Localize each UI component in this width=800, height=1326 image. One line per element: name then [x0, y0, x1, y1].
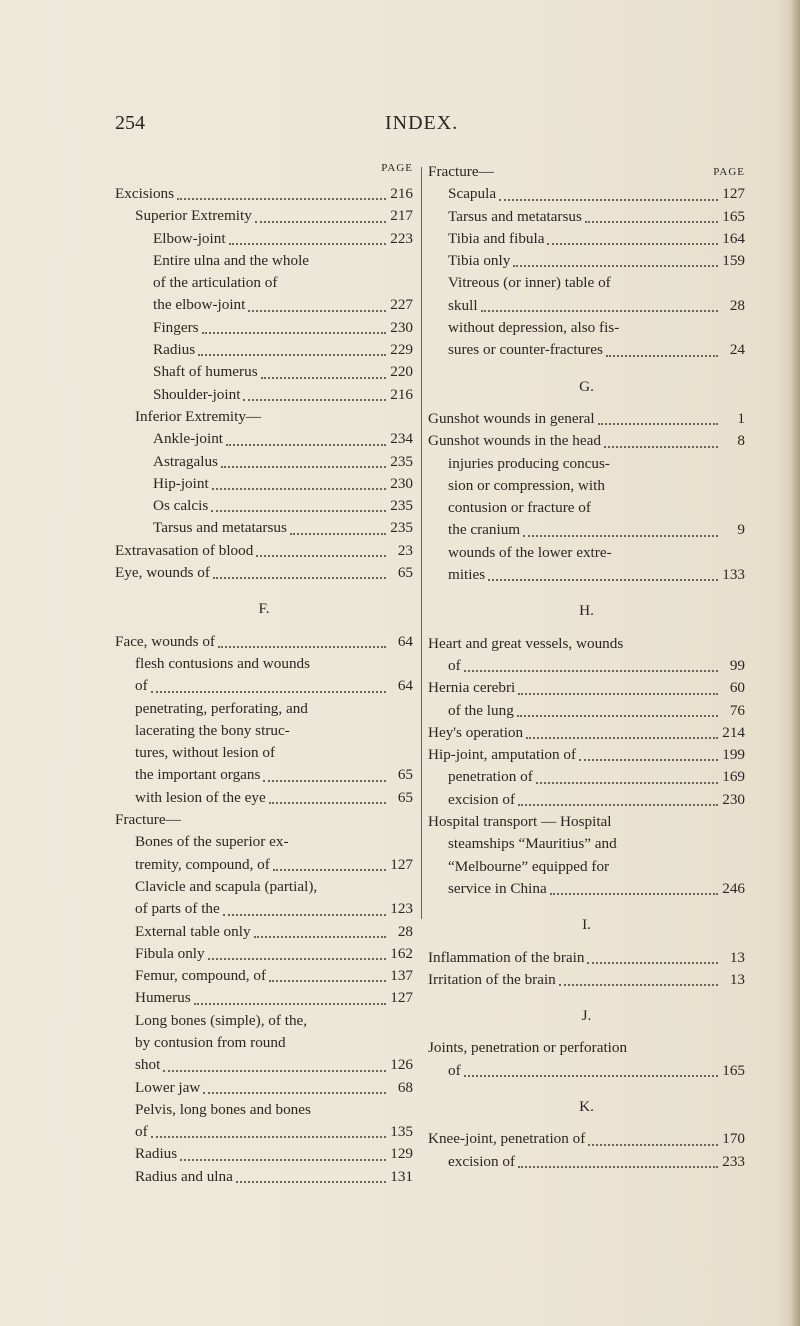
dot-leader: [151, 1135, 386, 1138]
dot-leader: [254, 935, 386, 938]
index-entry: [428, 766, 745, 788]
index-entry-text: Clavicle and scapula (partial),: [135, 877, 318, 895]
index-entry-page: 13: [729, 948, 745, 966]
index-entry-page: 127: [390, 989, 413, 1007]
dot-leader: [598, 422, 718, 425]
index-entry-text: skull: [448, 296, 478, 314]
index-entry-text: Tarsus and metatarsus: [153, 519, 287, 537]
index-entry: [115, 205, 413, 227]
index-entry: [428, 969, 745, 991]
index-entry-text: Femur, compound, of: [135, 967, 266, 985]
index-entry-page: 227: [390, 296, 413, 314]
index-entry: [115, 361, 413, 383]
index-entry-text: Fingers: [153, 318, 199, 336]
index-entry: [115, 787, 413, 809]
index-entry: [428, 1128, 745, 1150]
index-entry-page: 23: [397, 541, 413, 559]
index-entry-text: Hip-joint: [153, 474, 209, 492]
index-entry-text: Os calcis: [153, 497, 209, 515]
index-entry-text: Radius and ulna: [135, 1167, 233, 1185]
index-entry-page: 1: [737, 409, 745, 427]
index-entry: [115, 898, 413, 920]
dot-leader: [523, 534, 718, 537]
index-entry-text: service in China: [448, 879, 547, 897]
dot-leader: [151, 690, 386, 693]
dot-leader: [464, 1074, 718, 1077]
index-entry-text: steamships “Mauritius” and: [448, 835, 617, 853]
dot-leader: [211, 509, 386, 512]
index-entry-text: of: [448, 656, 461, 674]
index-column-left: [115, 161, 413, 1188]
index-entry-text: the important organs: [135, 766, 261, 784]
index-entry-text: Humerus: [135, 989, 191, 1007]
index-entry: [115, 562, 413, 584]
index-entry-page: 165: [722, 1061, 745, 1079]
index-entry: [115, 921, 413, 943]
dot-leader: [194, 1002, 386, 1005]
column-divider: [421, 167, 422, 919]
index-entry: [428, 183, 745, 205]
index-entry-text: Entire ulna and the whole: [153, 251, 310, 269]
index-entry-text: Bones of the superior ex-: [135, 833, 289, 851]
index-entry-text: Hip-joint, amputation of: [428, 746, 577, 764]
index-entry: [115, 854, 413, 876]
index-entry: [428, 655, 745, 677]
index-entry-text: Radius: [135, 1145, 178, 1163]
dot-leader: [481, 309, 718, 312]
index-entry-text: of: [448, 1061, 461, 1079]
index-entry: [115, 1054, 413, 1076]
index-entry-text: Fracture—: [115, 811, 181, 829]
running-head: INDEX.: [385, 112, 459, 134]
dot-leader: [499, 198, 718, 201]
index-entry-text: Superior Extremity: [135, 207, 252, 225]
dot-leader: [606, 354, 718, 357]
index-entry-page: 230: [722, 790, 745, 808]
index-entry-text: of: [135, 1123, 148, 1141]
index-entry-page: 223: [390, 229, 413, 247]
index-entry-text: penetration of: [448, 768, 533, 786]
index-entry-page: 24: [729, 341, 745, 359]
dot-leader: [263, 779, 386, 782]
index-entry: [115, 517, 413, 539]
index-entry: [115, 451, 413, 473]
index-entry-text: flesh contusions and wounds: [135, 654, 311, 672]
dot-leader: [587, 961, 718, 964]
section-letter: K.: [579, 1097, 594, 1115]
index-entry: [428, 250, 745, 272]
index-entry-page: 199: [722, 746, 745, 764]
page-edge: [790, 0, 800, 1326]
dot-leader: [269, 979, 386, 982]
index-entry-page: 233: [722, 1152, 745, 1170]
index-entry-page: 217: [390, 207, 413, 225]
dot-leader: [513, 264, 718, 267]
index-entry: [115, 965, 413, 987]
index-entry-text: Gunshot wounds in general: [428, 409, 595, 427]
index-entry-text: Elbow-joint: [153, 229, 226, 247]
index-entry-text: Pelvis, long bones and bones: [135, 1100, 311, 1118]
index-entry-page: 216: [390, 385, 413, 403]
index-entry-text: Astragalus: [153, 452, 218, 470]
index-entry-page: 169: [722, 768, 745, 786]
index-entry: [115, 317, 413, 339]
index-entry-page: 65: [397, 564, 413, 582]
index-entry-text: wounds of the lower extre-: [448, 543, 612, 561]
index-entry-text: Shaft of humerus: [153, 363, 258, 381]
dot-leader: [290, 532, 386, 535]
index-entry-page: 64: [397, 632, 413, 650]
page-number: 254: [115, 112, 145, 134]
index-entry-text: Hernia cerebri: [428, 679, 516, 697]
index-entry: [428, 744, 745, 766]
index-entry-page: 64: [397, 677, 413, 695]
index-entry-text: the elbow-joint: [153, 296, 246, 314]
index-entry-text: the cranium: [448, 521, 521, 539]
index-entry-text: Knee-joint, penetration of: [428, 1130, 586, 1148]
section-letter: F.: [258, 600, 270, 618]
index-entry: [115, 540, 413, 562]
section-letter: I.: [582, 916, 591, 934]
dot-leader: [464, 669, 718, 672]
index-entry-text: shot: [135, 1056, 161, 1074]
index-entry-text: External table only: [135, 922, 251, 940]
index-entry-page: 13: [729, 970, 745, 988]
index-entry-text: Heart and great vessels, wounds: [428, 634, 624, 652]
index-entry: [428, 339, 745, 361]
index-column-right: [428, 161, 745, 1173]
dot-leader: [203, 1091, 386, 1094]
index-entry-text: Lower jaw: [135, 1078, 201, 1096]
index-entry-text: Hospital transport — Hospital: [428, 813, 612, 831]
index-entry-page: 129: [390, 1145, 413, 1163]
index-entry-text: Fibula only: [135, 944, 205, 962]
dot-leader: [243, 398, 386, 401]
index-entry: [115, 1143, 413, 1165]
index-entry-text: tremity, compound, of: [135, 855, 270, 873]
index-entry-text: Excisions: [115, 185, 175, 202]
index-entry-page: 28: [397, 922, 413, 940]
continued-heading-row: [428, 161, 745, 183]
index-entry: [115, 1166, 413, 1188]
dot-leader: [526, 736, 718, 739]
index-entry-page: 135: [390, 1123, 413, 1141]
dot-leader: [198, 353, 386, 356]
index-entry-page: 246: [722, 879, 745, 897]
index-entry-text: penetrating, perforating, and: [135, 699, 308, 717]
dot-leader: [604, 445, 718, 448]
index-entry-text: Vitreous (or inner) table of: [448, 274, 611, 292]
index-entry-page: 162: [390, 944, 413, 962]
index-entry-page: 159: [722, 252, 745, 270]
dot-leader: [536, 781, 718, 784]
section-letter: J.: [581, 1007, 592, 1025]
dot-leader: [517, 714, 718, 717]
index-entry: [428, 519, 745, 541]
index-entry: [115, 228, 413, 250]
index-entry-page: 230: [390, 474, 413, 492]
index-entry-text: of: [135, 677, 148, 695]
index-entry-page: 65: [397, 766, 413, 784]
index-entry-text: Long bones (simple), of the,: [135, 1011, 308, 1029]
index-entry-text: Tarsus and metatarsus: [448, 207, 582, 225]
dot-leader: [208, 957, 386, 960]
index-entry-text: by contusion from round: [135, 1033, 286, 1051]
index-entry-text: Irritation of the brain: [428, 970, 556, 988]
index-entry-page: 235: [390, 497, 413, 515]
dot-leader: [547, 242, 718, 245]
index-entry-text: Eye, wounds of: [115, 564, 210, 582]
dot-leader: [163, 1069, 386, 1072]
index-entry: [428, 430, 745, 452]
index-entry: [428, 1151, 745, 1173]
index-entry: [115, 473, 413, 495]
dot-leader: [218, 645, 386, 648]
index-entry-text: excision of: [448, 1152, 516, 1170]
dot-leader: [221, 465, 386, 468]
dot-leader: [177, 197, 386, 200]
index-entry-page: 133: [722, 566, 745, 584]
dot-leader: [180, 1158, 386, 1161]
index-entry-page: 234: [390, 430, 413, 448]
index-entry-text: Scapula: [448, 185, 497, 203]
index-entry-text: tures, without lesion of: [135, 744, 276, 762]
index-entry-text: excision of: [448, 790, 516, 808]
dot-leader: [273, 868, 386, 871]
index-entry: [115, 1121, 413, 1143]
dot-leader: [488, 578, 718, 581]
index-entry-page: 9: [737, 521, 745, 539]
index-entry: [115, 1077, 413, 1099]
index-entry-page: 230: [390, 318, 413, 336]
dot-leader: [212, 487, 386, 490]
dot-leader: [518, 1165, 718, 1168]
index-entry: [115, 384, 413, 406]
index-entry-text: sures or counter-fractures: [448, 341, 603, 359]
index-entry-text: sion or compression, with: [448, 476, 605, 494]
index-entry: [115, 987, 413, 1009]
dot-leader: [559, 983, 718, 986]
index-entry-page: 235: [390, 519, 413, 537]
page-column-label: PAGE: [381, 162, 413, 174]
index-entry: [428, 408, 745, 430]
index-entry-page: 164: [722, 229, 745, 247]
page-column-label: PAGE: [713, 166, 745, 178]
dot-leader: [256, 554, 386, 557]
index-entry: [115, 428, 413, 450]
index-entry-page: 229: [390, 341, 413, 359]
index-entry-text: Hey's operation: [428, 723, 524, 741]
dot-leader: [588, 1143, 718, 1146]
index-entry-text: without depression, also fis-: [448, 319, 620, 337]
index-entry: [115, 631, 413, 653]
dot-leader: [213, 576, 386, 579]
index-entry-page: 99: [729, 656, 745, 674]
dot-leader: [248, 309, 386, 312]
index-entry-text: of the articulation of: [153, 274, 278, 292]
index-entry: [115, 764, 413, 786]
index-entry-page: 127: [390, 855, 413, 873]
index-entry-page: 8: [737, 432, 745, 450]
index-entry: [428, 677, 745, 699]
dot-leader: [226, 443, 386, 446]
index-entry: [428, 564, 745, 586]
index-entry: [115, 943, 413, 965]
index-entry-page: 60: [729, 679, 745, 697]
index-entry: [428, 206, 745, 228]
index-entry-text: Face, wounds of: [115, 632, 215, 650]
index-entry: [428, 722, 745, 744]
index-entry-page: 165: [722, 207, 745, 225]
index-entry: [428, 878, 745, 900]
index-entry-page: 220: [390, 363, 413, 381]
dot-leader: [550, 892, 718, 895]
index-entry: [115, 183, 413, 205]
index-entry: [115, 495, 413, 517]
index-entry-page: 76: [729, 701, 745, 719]
index-entry-text: injuries producing concus-: [448, 454, 610, 472]
index-entry-page: 235: [390, 452, 413, 470]
index-entry-text: Ankle-joint: [153, 430, 224, 448]
index-entries-left: [115, 183, 413, 1188]
dot-leader: [579, 758, 718, 761]
index-entry-text: mities: [448, 566, 486, 584]
index-entry: [428, 700, 745, 722]
index-entry-text: Extravasation of blood: [115, 541, 254, 559]
index-entry: [428, 947, 745, 969]
index-entry-page: 216: [390, 185, 413, 202]
index-entry-page: 126: [390, 1056, 413, 1074]
index-entry-text: Inflammation of the brain: [428, 948, 585, 966]
dot-leader: [518, 692, 718, 695]
index-entry-text: Gunshot wounds in the head: [428, 432, 601, 450]
dot-leader: [255, 220, 386, 223]
index-entry: [115, 339, 413, 361]
index-entry-text: of the lung: [448, 701, 514, 719]
index-entry: [428, 789, 745, 811]
section-letter: H.: [579, 602, 594, 620]
dot-leader: [223, 913, 386, 916]
index-entry: [428, 295, 745, 317]
index-entry-text: Radius: [153, 341, 196, 359]
index-entry-text: Tibia and fibula: [448, 229, 545, 247]
dot-leader: [585, 220, 718, 223]
continued-heading: Fracture—: [428, 163, 494, 180]
index-entry-text: Joints, penetration or perforation: [428, 1039, 628, 1057]
index-entry-text: Shoulder-joint: [153, 385, 241, 403]
index-entry-page: 68: [397, 1078, 413, 1096]
dot-leader: [236, 1180, 386, 1183]
index-entry-page: 65: [397, 788, 413, 806]
index-entry-text: with lesion of the eye: [135, 788, 266, 806]
dot-leader: [229, 242, 386, 245]
index-entry-page: 131: [390, 1167, 413, 1185]
index-entry-text: lacerating the bony struc-: [135, 721, 290, 739]
index-entry-text: contusion or fracture of: [448, 499, 591, 517]
index-entry-text: Inferior Extremity—: [135, 407, 262, 425]
index-entries-right: [428, 183, 745, 1173]
index-entry-page: 214: [722, 723, 745, 741]
index-entry-page: 123: [390, 900, 413, 918]
index-entry-page: 127: [722, 185, 745, 203]
dot-leader: [269, 801, 386, 804]
index-entry-page: 170: [722, 1130, 745, 1148]
dot-leader: [261, 376, 386, 379]
index-entry: [428, 228, 745, 250]
index-entry-page: 137: [390, 967, 413, 985]
index-entry: [115, 675, 413, 697]
dot-leader: [518, 803, 718, 806]
index-entry-text: “Melbourne” equipped for: [448, 857, 610, 875]
dot-leader: [202, 331, 386, 334]
page-header: [115, 112, 735, 142]
index-entry-page: 28: [729, 296, 745, 314]
section-letter: G.: [579, 377, 594, 395]
index-entry-text: Tibia only: [448, 252, 511, 270]
index-entry: [428, 1060, 745, 1082]
index-entry-text: of parts of the: [135, 900, 220, 918]
index-entry: [115, 294, 413, 316]
